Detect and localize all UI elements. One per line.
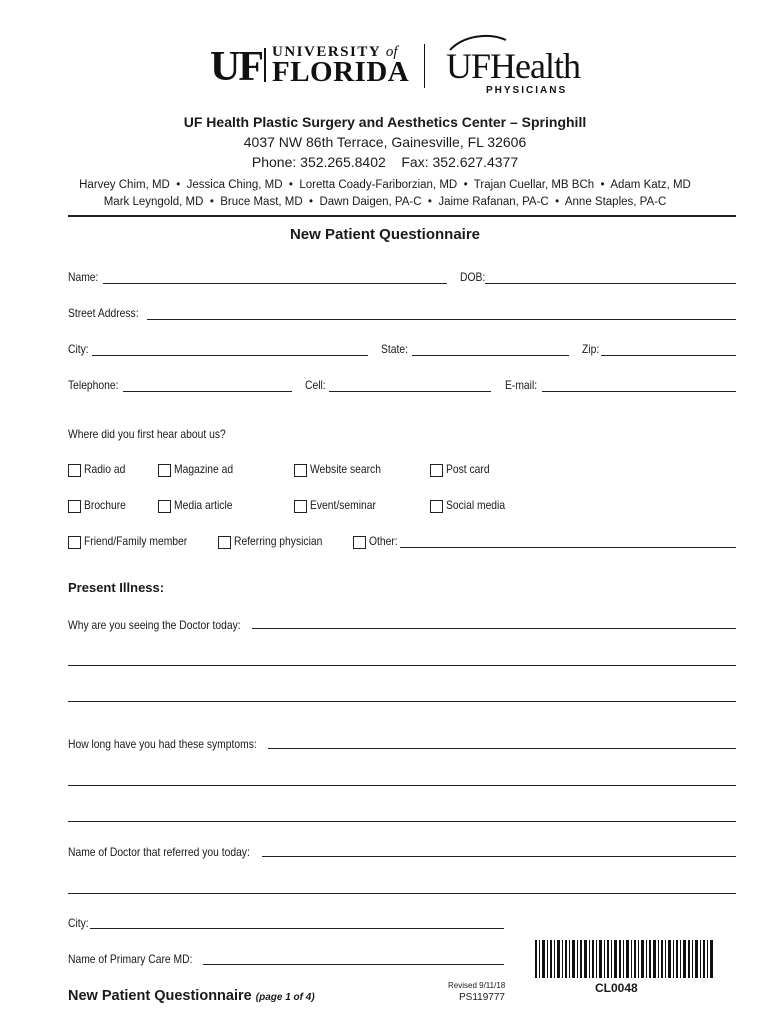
street-field[interactable] [147, 319, 736, 320]
friend-family-checkbox[interactable] [68, 536, 81, 549]
how-long-field-2[interactable] [68, 785, 736, 786]
footer-title-text: New Patient Questionnaire [68, 988, 252, 1004]
other-checkbox[interactable] [353, 536, 366, 549]
logo-block [210, 38, 600, 98]
name-field[interactable] [103, 283, 447, 284]
why-field-2[interactable] [68, 665, 736, 666]
post-card-checkbox[interactable] [430, 464, 443, 477]
event-seminar-checkbox[interactable] [294, 500, 307, 513]
referring-doctor-label: Name of Doctor that referred you today: [68, 845, 250, 859]
form-id: PS119777 [459, 992, 505, 1003]
city-label: City: [68, 342, 89, 356]
other-field[interactable] [400, 547, 736, 548]
dob-field[interactable] [485, 283, 736, 284]
radio-ad-label: Radio ad [84, 462, 126, 476]
barcode-icon [535, 940, 715, 978]
primary-care-label: Name of Primary Care MD: [68, 952, 193, 966]
website-search-checkbox[interactable] [294, 464, 307, 477]
physicians-text: PHYSICIANS [486, 85, 568, 96]
how-long-label: How long have you had these symptoms: [68, 737, 257, 751]
referring-doctor-field-1[interactable] [262, 856, 736, 857]
footer-title [68, 988, 315, 1004]
social-media-checkbox[interactable] [430, 500, 443, 513]
cell-field[interactable] [329, 391, 491, 392]
why-field-1[interactable] [252, 628, 736, 629]
website-search-label: Website search [310, 462, 381, 476]
event-seminar-label: Event/seminar [310, 498, 376, 512]
referring-doctor-field-2[interactable] [68, 893, 736, 894]
why-field-3[interactable] [68, 701, 736, 702]
state-field[interactable] [412, 355, 569, 356]
referring-city-field[interactable] [90, 928, 504, 929]
form-title: New Patient Questionnaire [289, 226, 481, 243]
other-label: Other: [369, 534, 398, 548]
referring-city-label: City: [68, 916, 89, 930]
florida-text: FLORIDA [272, 56, 410, 88]
barcode-code: CL0048 [595, 981, 638, 995]
of-word: of [385, 44, 398, 60]
uf-logo-mark: UF [210, 44, 262, 90]
telephone-label: Telephone: [68, 378, 119, 392]
email-field[interactable] [542, 391, 736, 392]
street-label: Street Address: [68, 306, 139, 320]
center-phone-fax: Phone: 352.265.8402 Fax: 352.627.4377 [251, 154, 519, 170]
brochure-checkbox[interactable] [68, 500, 81, 513]
magazine-ad-label: Magazine ad [174, 462, 234, 476]
zip-field[interactable] [601, 355, 736, 356]
cell-label: Cell: [305, 378, 326, 392]
present-illness-heading: Present Illness: [68, 580, 165, 595]
name-label: Name: [68, 270, 99, 284]
page-indicator: (page 1 of 4) [255, 992, 315, 1003]
media-article-checkbox[interactable] [158, 500, 171, 513]
revised-date: Revised 9/11/18 [448, 981, 506, 990]
social-media-label: Social media [446, 498, 506, 512]
city-field[interactable] [92, 355, 368, 356]
ufhealth-logo: UFHealth [446, 46, 580, 86]
brochure-label: Brochure [84, 498, 126, 512]
hear-about-question: Where did you first hear about us? [68, 427, 226, 441]
university-word: UNIVERSITY [272, 44, 381, 60]
media-article-label: Media article [174, 498, 233, 512]
header-rule [68, 215, 736, 217]
logo-separator [424, 44, 425, 88]
friend-family-label: Friend/Family member [84, 534, 188, 548]
telephone-field[interactable] [123, 391, 292, 392]
radio-ad-checkbox[interactable] [68, 464, 81, 477]
zip-label: Zip: [582, 342, 600, 356]
referring-physician-checkbox[interactable] [218, 536, 231, 549]
dob-label: DOB: [460, 270, 486, 284]
logo-divider [264, 48, 266, 82]
referring-physician-label: Referring physician [234, 534, 323, 548]
center-name: UF Health Plastic Surgery and Aesthetics Center – Springhill [183, 114, 587, 130]
post-card-label: Post card [446, 462, 490, 476]
why-label: Why are you seeing the Doctor today: [68, 618, 241, 632]
magazine-ad-checkbox[interactable] [158, 464, 171, 477]
how-long-field-3[interactable] [68, 821, 736, 822]
doctors-line-1: Harvey Chim, MD • Jessica Ching, MD • Loretta Coady-Fariborzian, MD • Trajan Cuellar, MB BCh • Adam Katz, MD [79, 179, 691, 191]
how-long-field-1[interactable] [268, 748, 736, 749]
state-label: State: [381, 342, 408, 356]
doctors-line-2: Mark Leyngold, MD • Bruce Mast, MD • Dawn Daigen, PA-C • Jaime Rafanan, PA-C • Anne Staples, PA-C [103, 196, 667, 208]
email-label: E-mail: [505, 378, 538, 392]
center-address: 4037 NW 86th Terrace, Gainesville, FL 32606 [243, 134, 527, 150]
primary-care-field[interactable] [203, 964, 504, 965]
